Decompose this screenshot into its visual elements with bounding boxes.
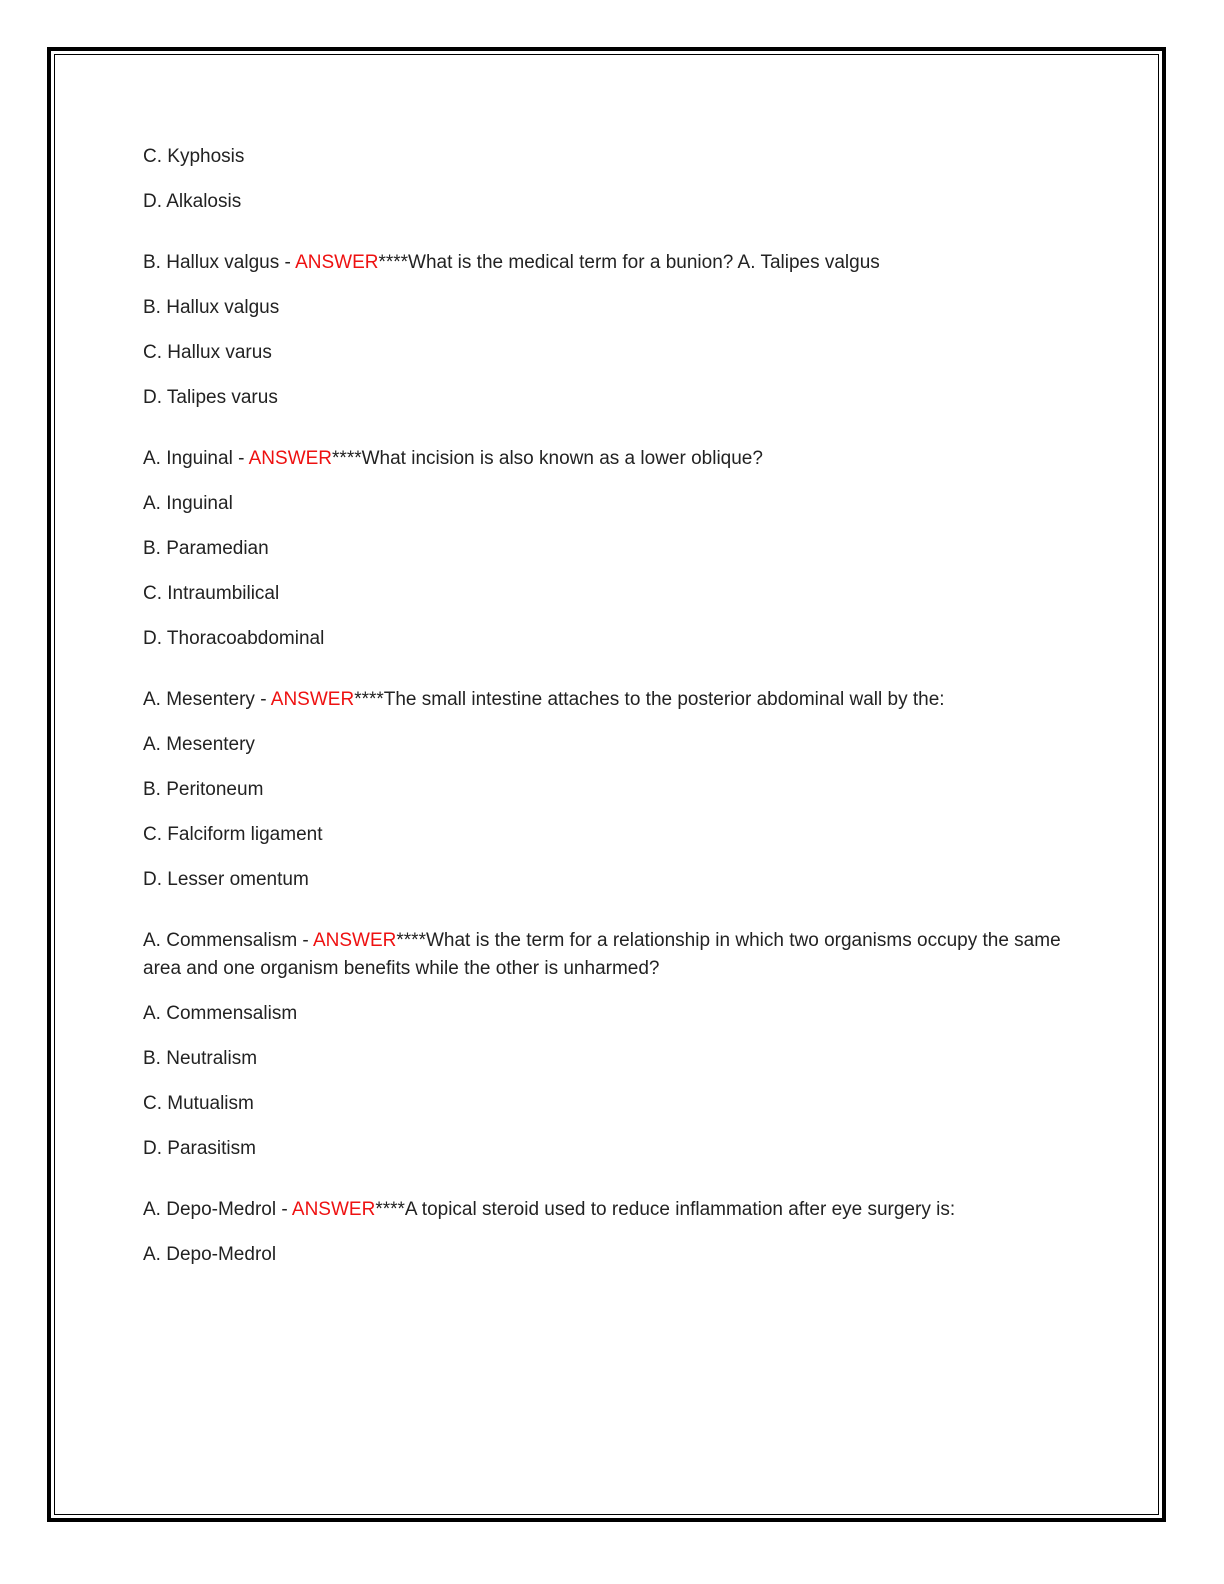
option-line: A. Depo-Medrol [143,1244,277,1265]
option-line: D. Thoracoabdominal [143,628,325,649]
answer-keyword: ANSWER [248,448,333,469]
option-line: A. Inguinal [143,493,233,514]
answer-question-line [143,927,1083,983]
answer-question-line [143,686,1083,714]
option-line: C. Falciform ligament [143,824,323,845]
question-text: ****What incision is also known as a lower oblique? [332,448,763,469]
question-text: ****What is the term for a relationship in which two organisms occupy the same area and one organism benefits while the other is unharmed? [143,930,1061,979]
option-line: C. Mutualism [143,1093,254,1114]
option-line: C. Intraumbilical [143,583,280,604]
answer-keyword: ANSWER [295,252,379,273]
option-line: D. Lesser omentum [143,869,309,890]
answer-question-line [143,445,1083,473]
option-line: A. Mesentery [143,734,255,755]
answer-keyword: ANSWER [291,1199,376,1220]
question-text: ****A topical steroid used to reduce inflammation after eye surgery is: [375,1199,956,1220]
answer-text: B. Hallux valgus - [143,252,296,273]
document-body [143,143,1083,1269]
answer-keyword: ANSWER [312,930,397,951]
option-line: D. Talipes varus [143,387,278,408]
option-line: B. Peritoneum [143,779,264,800]
answer-text: A. Commensalism - [143,930,313,951]
answer-text: A. Mesentery - [143,689,271,710]
answer-question-line [143,249,1083,277]
option-line: B. Neutralism [143,1048,258,1069]
answer-question-line [143,1196,1083,1224]
option-line: B. Paramedian [143,538,269,559]
option-line: A. Commensalism [143,1003,298,1024]
answer-text: A. Depo-Medrol - [143,1199,292,1220]
question-text: ****What is the medical term for a bunion? A. Talipes valgus [378,252,880,273]
question-text: ****The small intestine attaches to the posterior abdominal wall by the: [354,689,945,710]
option-line: B. Hallux valgus [143,297,280,318]
option-line: D. Parasitism [143,1138,256,1159]
option-line: C. Hallux varus [143,342,272,363]
answer-text: A. Inguinal - [143,448,249,469]
option-line: C. Kyphosis [143,146,245,167]
option-line: D. Alkalosis [143,191,242,212]
answer-keyword: ANSWER [270,689,355,710]
